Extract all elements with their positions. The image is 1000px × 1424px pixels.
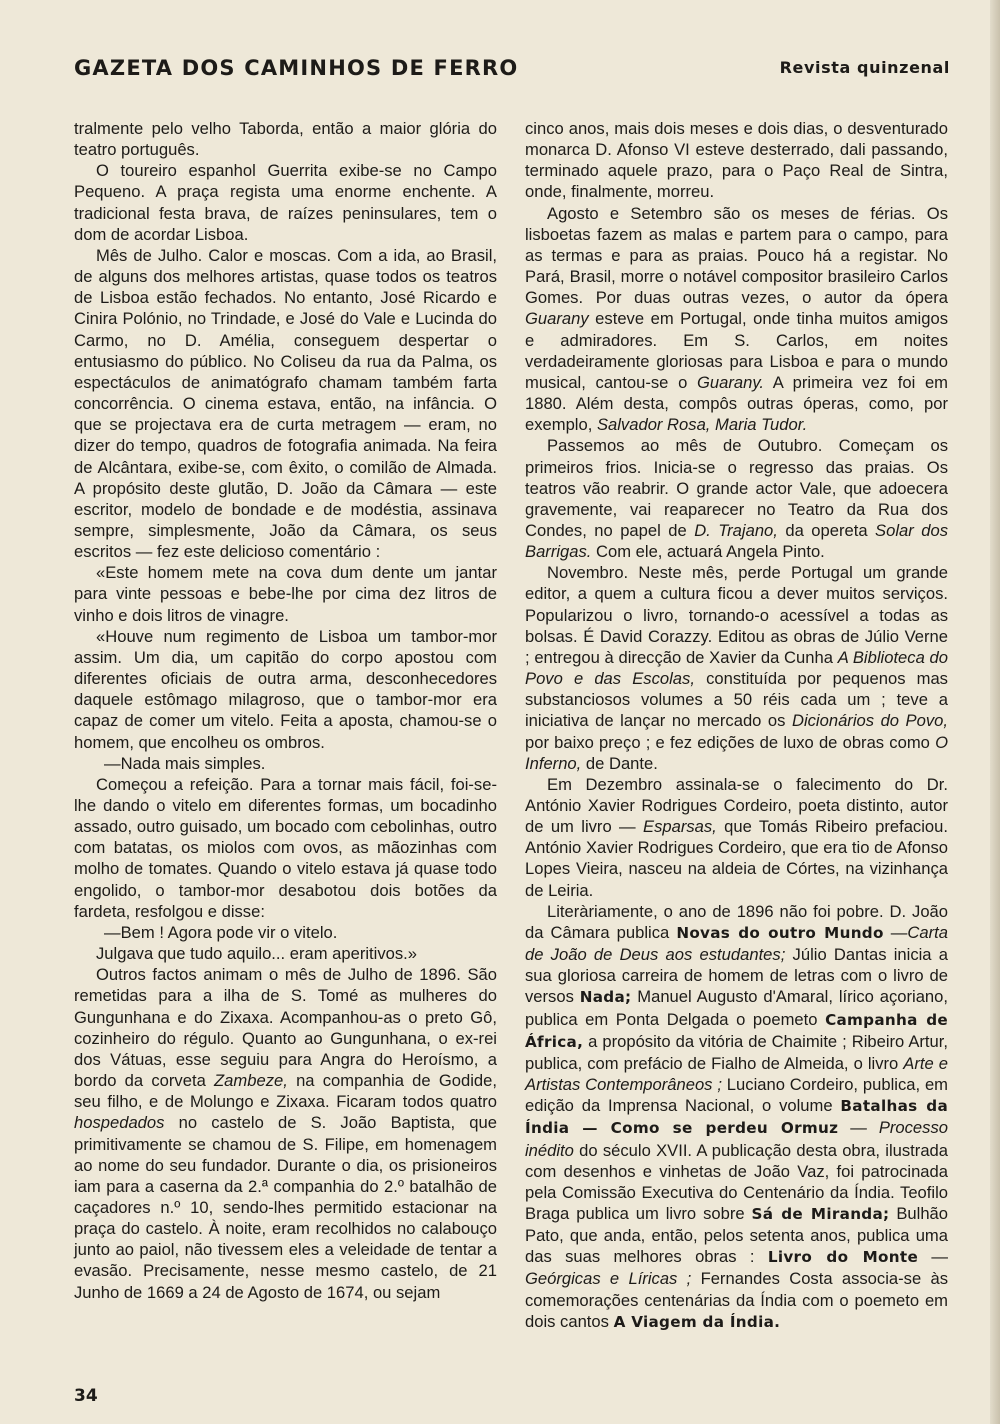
text-run: — [838, 1118, 879, 1138]
text-run: Em Dezembro assinala-se o falecimento do Dr. António Xavier Rodrigues Cordeiro, poeta distinto, autor de um livro — [525, 774, 948, 837]
text-run: «Este homem mete na cova dum dente um jantar para vinte pessoas e bebe-lhe por cima dez litros de vinho e dois litros de vinagre. [74, 563, 497, 625]
italic-text: Dicionários do Povo, [791, 711, 948, 731]
text-run: Manuel Augusto d'Amaral, lírico açoriano, publica em Ponta Delgada o poemeto [525, 987, 948, 1029]
text-run: de Dante. [581, 753, 658, 773]
text-run: a propósito da vitória de Chaimite ; Ribeiro Artur, publica, com prefácio de Fialho de Almeida, o livro [525, 1031, 948, 1073]
paragraph [74, 160, 497, 245]
right-column [525, 118, 948, 1333]
bold-title: Sá de Miranda; [751, 1204, 890, 1223]
italic-text: Salvador Rosa, Maria Tudor. [596, 415, 808, 435]
text-run: —Nada mais simples. [104, 753, 266, 773]
paragraph [525, 435, 948, 562]
italic-text: Guarany. [697, 372, 765, 392]
text-run: Com ele, actuará Angela Pinto. [591, 542, 825, 562]
text-run: Outros factos animam o mês de Julho de 1896. São remetidas para a ilha de S. Tomé as mulheres do Gungunhana e do Zixaxa. Acompanhou-as o preto Gô, cozinheiro do régulo. Quanto ao Gungunhana, o ex-rei dos Vátuas, esse seguiu para Angra do Heroísmo, a bordo da corveta [74, 965, 497, 1091]
text-run: Agosto e Setembro são os meses de férias. Os lisboetas fazem as malas e partem para o campo, para as termas e para as praias. Pouco há a registar. No Pará, Brasil, morre o notável compositor brasileiro Carlos Gomes. Por duas outras vezes, o autor da ópera [525, 203, 948, 308]
bold-title: Livro do Monte [767, 1248, 919, 1267]
bold-title: Novas do outro Mundo [676, 923, 884, 942]
text-run: constituída por pequenos mas substanciosos volumes a 50 réis cada um ; teve a iniciativa de lançar no mercado os [525, 669, 948, 731]
text-run: — [918, 1247, 948, 1267]
text-run: do século XVII. A publicação desta obra, ilustrada com desenhos e vinhetas de João Vaz, foi patrocinada pela Comissão Executiva do Centenário da Índia. Teofilo Braga publica um livro sobre [525, 1140, 948, 1223]
paragraph [525, 118, 948, 203]
page-header [74, 56, 950, 86]
bold-title: Campanha de África, [525, 1010, 948, 1051]
paragraph [74, 118, 497, 160]
publication-subtitle: Revista quinzenal [779, 58, 950, 77]
text-run: no castelo de S. João Baptista, que primitivamente se chamou de S. Filipe, em homenagem ao nome do seu fundador. Durante o dia, os prisioneiros iam para a caserna da 2.ª companhia do 2.º batalhão de caçadores n.º 10, sendo-lhes permitido estacionar na praça do castelo. À noite, eram recolhidos no calabouço junto ao paiol, não tivessem eles a veleidade de tentar a evasão. Precisamente, nesse mesmo castelo, de 21 Junho de 1669 a 24 de Agosto de 1674, ou sejam [74, 1113, 497, 1302]
text-run: na companhia de Godide, seu filho, e de Molungo e Zixaxa. Ficaram todos quatro [74, 1071, 497, 1112]
italic-text: hospedados [74, 1113, 165, 1133]
paragraph [74, 774, 497, 922]
publication-title: GAZETA DOS CAMINHOS DE FERRO [74, 56, 519, 80]
text-run: Passemos ao mês de Outubro. Começam os primeiros frios. Inicia-se o regresso das praias. Os teatros vão reabrir. O grande actor Vale, que adoecera gravemente, vai reaparecer no Teatro da Rua dos Condes, no papel de [525, 436, 948, 540]
bold-title: Nada; [579, 988, 632, 1007]
italic-text: D. Trajano, [694, 520, 778, 540]
paragraph [74, 562, 497, 625]
italic-text: Arte e Artistas Contemporâneos ; [525, 1053, 948, 1095]
text-run: Começou a refeição. Para a tornar mais fácil, foi-se-lhe dando o vitelo em diferentes formas, um bocadinho assado, outro guisado, um bocado com cebolinhas, outro com batatas, os miolos com ovos, as mãozinhas com molho de tomates. Quando o vitelo estava já quase todo engolido, o tambor-mor desabotou dois botões da fardeta, resfolgou e disse: [74, 774, 497, 921]
text-run: —Bem ! Agora pode vir o vitelo. [104, 922, 338, 942]
text-run: O toureiro espanhol Guerrita exibe-se no Campo Pequeno. A praça regista uma enorme enchente. A tradicional festa brava, de raízes peninsulares, tem o dom de acordar Lisboa. [74, 161, 497, 244]
text-run: Bulhão Pato, que anda, então, pelos setenta anos, publica uma das suas melhores obras : [525, 1203, 949, 1267]
italic-text: O Inferno, [525, 732, 948, 773]
page-edge-shadow [990, 0, 1000, 1424]
text-run: por baixo preço ; e fez edições de luxo de obras como [525, 732, 936, 752]
paragraph [74, 922, 497, 943]
text-run: Júlio Dantas inicia a sua gloriosa carreira de homem de letras com o livro de versos [525, 945, 948, 1007]
italic-text: Solar dos Barrigas. [525, 520, 948, 562]
text-run: tralmente pelo velho Taborda, então a maior glória do teatro português. [74, 119, 497, 160]
italic-text: Esparsas, [643, 817, 717, 837]
left-column [74, 118, 497, 1303]
paragraph [525, 203, 948, 436]
italic-text: A Biblioteca do Povo e das Escolas, [525, 647, 948, 689]
text-run: Mês de Julho. Calor e moscas. Com a ida, ao Brasil, de alguns dos melhores artistas, quase todos os teatros de Lisboa estão fechados. No entanto, José Ricardo e Cinira Polónio, no Trindade, e José do Vale e Lucinda do Carmo, no D. Amélia, conseguem despertar o entusiasmo do público. No Coliseu da rua da Palma, os espectáculos de animatógrafo chamam também farta concorrência. O cinema estava, então, na infância. O que se projectava era de curta metragem — eram, no dizer do tempo, quadros de fotografia animada. Na feira de Alcântara, exibe-se, com êxito, o comilão de Almada. A propósito deste glutão, D. João da Câmara — este escritor, modelo de bondade e de modéstia, assinava sempre, simplesmente, João da Câmara, os seus escritos — fez este delicioso comentário : [74, 245, 497, 562]
paragraph [74, 626, 497, 753]
italic-text: Guarany [525, 309, 589, 329]
text-run: «Houve num regimento de Lisboa um tambor-mor assim. Um dia, um capitão do corpo apostou com diferentes oficiais de outra arma, desconhecedores daquele estômago milagroso, que o tambor-mor era capaz de comer um vitelo. Feita a aposta, chamou-se o homem, que encolheu os ombros. [74, 626, 497, 752]
italic-text: Zambeze, [214, 1071, 288, 1091]
italic-text: Processo inédito [525, 1118, 948, 1160]
text-run: Literàriamente, o ano de 1896 não foi pobre. D. João da Câmara publica [525, 901, 948, 942]
paragraph [525, 901, 948, 1333]
italic-text: Carta de João de Deus aos estudantes; [525, 922, 948, 965]
text-run: Fernandes Costa associa-se às comemorações centenárias da Índia com o poemeto em dois cantos [525, 1269, 949, 1331]
text-run: Novembro. Neste mês, perde Portugal um grande editor, a quem a cultura ficou a dever muitos serviços. Popularizou o livro, tornando-o acessível a todas as bolsas. É David Corazzy. Editou as obras de Júlio Verne ; entregou à direcção de Xavier da Cunha [525, 563, 948, 667]
paragraph [74, 245, 497, 562]
text-run: esteve em Portugal, onde tinha muitos amigos e admiradores. Em S. Carlos, em noites verdadeiramente gloriosas para Lisboa e para o mundo musical, cantou-se o [525, 309, 948, 392]
text-run: que Tomás Ribeiro prefaciou. António Xavier Rodrigues Cordeiro, que era tio de Afonso Lopes Vieira, nasceu na aldeia de Córtes, na vizinhança de Leiria. [525, 817, 948, 900]
text-run: da opereta [777, 520, 876, 540]
paragraph [525, 774, 948, 901]
text-run: cinco anos, mais dois meses e dois dias, o desventurado monarca D. Afonso VI esteve desterrado, dali passando, terminado aquele prazo, para o Paço Real de Sintra, onde, finalmente, morreu. [525, 119, 948, 202]
paragraph [525, 562, 948, 774]
bold-title: Batalhas da Índia — Como se perdeu Ormuz [525, 1097, 948, 1138]
text-run: — [883, 922, 908, 942]
page-number: 34 [74, 1386, 98, 1406]
text-run: Julgava que tudo aquilo... eram aperitivos.» [96, 944, 418, 964]
italic-text: Geórgicas e Líricas ; [525, 1269, 692, 1289]
bold-title: A Viagem da Índia. [613, 1312, 781, 1331]
text-run: Luciano Cordeiro, publica, em edição da Imprensa Nacional, o volume [525, 1075, 949, 1116]
text-run: A primeira vez foi em 1880. Além desta, compôs outras óperas, como, por exemplo, [525, 372, 948, 435]
paragraph [74, 943, 497, 964]
paragraph [74, 753, 497, 774]
paragraph [74, 964, 497, 1303]
